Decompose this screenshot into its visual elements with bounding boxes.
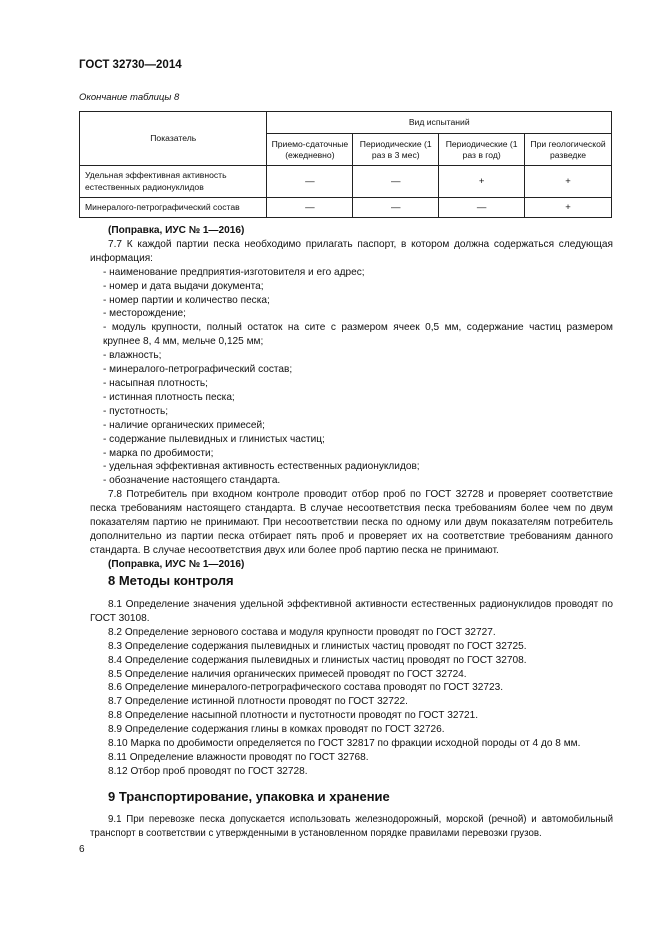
section-8-text <box>90 598 613 779</box>
table-cell: + <box>439 166 525 198</box>
amendment-note: (Поправка, ИУС № 1—2016) <box>108 225 245 236</box>
paragraph-8-5: 8.5 Определение наличия органических примесей проводят по ГОСТ 32724. <box>108 668 467 680</box>
paragraph-8-2: 8.2 Определение зернового состава и модуля крупности проводят по ГОСТ 32727. <box>108 626 496 638</box>
table-cell: — <box>267 198 353 218</box>
section-9-title: 9 Транспортирование, упаковка и хранение <box>108 789 390 804</box>
paragraph-8-3: 8.3 Определение содержания пылевидных и глинистых частиц проводят по ГОСТ 32725. <box>108 640 527 652</box>
table-cell: — <box>267 166 353 198</box>
list-item: - содержание пылевидных и глинистых частиц; <box>103 433 325 445</box>
document-header: ГОСТ 32730—2014 <box>79 59 182 71</box>
table-cell: — <box>439 198 525 218</box>
section-8-title: 8 Методы контроля <box>108 573 234 588</box>
list-item: - наименование предприятия-изготовителя и его адрес; <box>103 266 365 278</box>
paragraph-8-1: 8.1 Определение значения удельной эффективной активности естественных радионуклидов проводят по ГОСТ 30108. <box>90 599 613 624</box>
list-item: - пустотность; <box>103 405 169 417</box>
table-header-col: Периодические (1 раз в 3 мес) <box>353 134 439 166</box>
table-cell: — <box>353 166 439 198</box>
list-item: - обозначение настоящего стандарта. <box>103 475 281 487</box>
list-item: - удельная эффективная активность естественных радионуклидов; <box>103 461 420 473</box>
paragraph-8-11: 8.11 Определение влажности проводят по ГОСТ 32768. <box>108 751 369 763</box>
list-item: - номер и дата выдачи документа; <box>103 280 264 292</box>
paragraph-9-1: 9.1 При перевозке песка допускается использовать железнодорожный, морской (речной) и автомобильный транспорт в соответствии с утвержденными в установленном порядке правилами перевозки грузов. <box>90 814 613 839</box>
list-item: - марка по дробимости; <box>103 447 214 459</box>
list-item: - модуль крупности, полный остаток на сите с размером ячеек 0,5 мм, содержание частиц размером крупнее 8, 4 мм, мельче 0,125 мм; <box>103 322 613 348</box>
paragraph-7-7: 7.7 К каждой партии песка необходимо прилагать паспорт, в котором должна содержаться следующая информация: <box>90 238 613 264</box>
paragraph-8-8: 8.8 Определение насыпной плотности и пустотности проводят по ГОСТ 32721. <box>108 710 479 722</box>
page-number: 6 <box>79 844 85 855</box>
list-item: - месторождение; <box>103 308 186 320</box>
list-item: - насыпная плотность; <box>103 377 208 389</box>
table-row <box>80 166 612 198</box>
list-item: - номер партии и количество песка; <box>103 294 270 306</box>
list-item: - минералого-петрографический состав; <box>103 364 293 376</box>
paragraph-8-4: 8.4 Определение содержания пылевидных и глинистых частиц проводят по ГОСТ 32708. <box>108 654 527 666</box>
table-header-group: Вид испытаний <box>267 112 612 134</box>
table-header-col: Периодические (1 раз в год) <box>439 134 525 166</box>
section-9-text <box>90 813 613 841</box>
table-header-col: Приемо-сдаточные (ежедневно) <box>267 134 353 166</box>
paragraph-8-12: 8.12 Отбор проб проводят по ГОСТ 32728. <box>108 765 308 777</box>
passport-list <box>90 266 613 489</box>
table-cell: + <box>525 166 612 198</box>
list-item: - наличие органических примесей; <box>103 419 265 431</box>
row-label: Удельная эффективная активность естественных радионуклидов <box>80 166 267 198</box>
paragraph-8-7: 8.7 Определение истинной плотности проводят по ГОСТ 32722. <box>108 696 408 708</box>
section-7-text <box>90 224 613 572</box>
list-item: - истинная плотность песка; <box>103 391 235 403</box>
table-cell: + <box>525 198 612 218</box>
row-label: Минералого-петрографический состав <box>80 198 267 218</box>
list-item: - влажность; <box>103 350 162 362</box>
table-row <box>80 198 612 218</box>
table-caption: Окончание таблицы 8 <box>79 92 180 103</box>
paragraph-7-8: 7.8 Потребитель при входном контроле проводит отбор проб по ГОСТ 32728 и проверяет соответствие песка требованиям настоящего стандарта. В случае несоответствия песка требованиям более чем по двум показателям партию не принимают. При несоответствии песка по одному или двум показателям потребитель дополнительно из партии песка отбирает пять проб и проверяет их на соответствие требованиям данного стандарта. В случае несоответствия двух или более проб партию песка не принимают. <box>90 489 613 556</box>
paragraph-8-9: 8.9 Определение содержания глины в комках проводят по ГОСТ 32726. <box>108 724 445 736</box>
table-header-col: При геологической разведке <box>525 134 612 166</box>
table-cell: — <box>353 198 439 218</box>
paragraph-8-10: 8.10 Марка по дробимости определяется по ГОСТ 32817 по фракции исходной породы от 4 до 8 мм. <box>108 738 581 750</box>
table-header-indicator: Показатель <box>80 112 267 166</box>
paragraph-8-6: 8.6 Определение минералого-петрографического состава проводят по ГОСТ 32723. <box>108 682 504 694</box>
table-8 <box>79 111 612 218</box>
amendment-note: (Поправка, ИУС № 1—2016) <box>108 558 245 570</box>
